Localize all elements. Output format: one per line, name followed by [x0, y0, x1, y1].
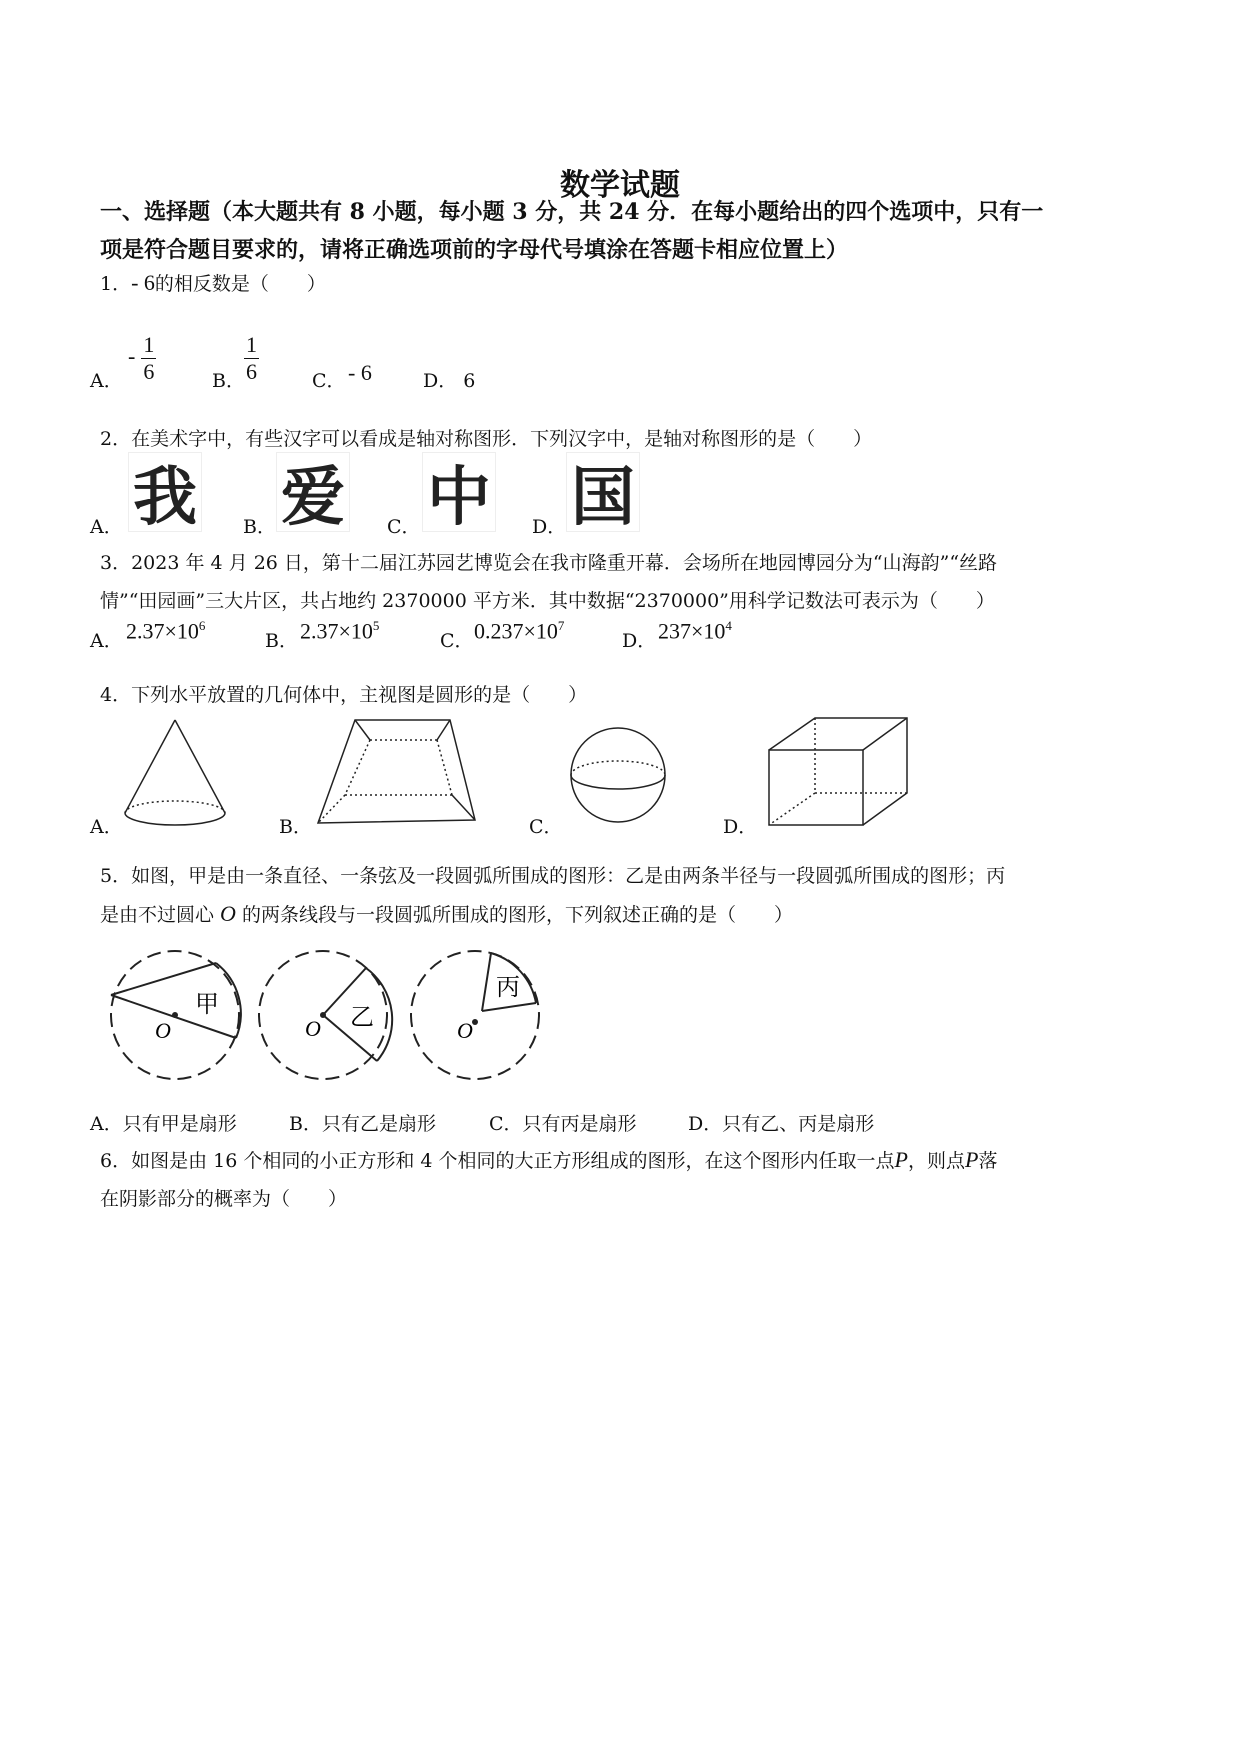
cuboid-figure: [769, 718, 907, 825]
question-2-options: [90, 452, 1130, 538]
option-b-value: [300, 618, 379, 644]
option-b[interactable]: B．只有乙是扇形: [289, 1113, 436, 1135]
sphere-figure: [571, 728, 665, 822]
option-d-value: [658, 618, 732, 644]
label-yi: 乙: [350, 1003, 374, 1031]
option-c[interactable]: C．只有丙是扇形: [489, 1113, 637, 1135]
point-p: P: [964, 1147, 979, 1172]
sci-base: 237×10: [658, 618, 726, 644]
text: 是由不过圆心: [100, 904, 221, 926]
fraction: [244, 332, 259, 385]
point-p: P: [894, 1147, 908, 1172]
char-image-guo: 国: [566, 452, 640, 532]
option-c[interactable]: C．: [529, 816, 563, 838]
option-b[interactable]: B．: [279, 816, 312, 838]
option-d[interactable]: [423, 366, 475, 393]
option-b[interactable]: B．: [265, 630, 298, 652]
option-b[interactable]: [212, 366, 245, 393]
option-d-value: 6: [463, 370, 476, 392]
question-3-options: [90, 614, 1130, 654]
sci-base: 0.237×10: [474, 618, 558, 644]
question-5-options: [90, 1109, 1130, 1139]
option-a-value: [126, 618, 205, 644]
question-text: 的相反数是（ ）: [154, 273, 326, 295]
frustum-figure: [318, 720, 475, 823]
question-3-line1: 3．2023 年 4 月 26 日，第十二届江苏园艺博览会在我市隆重开幕．会场所在地园博园分为“山海韵”“丝路: [100, 552, 998, 574]
sci-exponent: 6: [198, 618, 206, 633]
question-number: 1．: [100, 273, 132, 295]
option-c[interactable]: C．: [440, 630, 474, 652]
char-image-wo: 我: [128, 452, 202, 532]
sci-exponent: 7: [557, 618, 565, 633]
question-5-stem: [100, 857, 1140, 934]
option-c-value: [474, 618, 564, 644]
question-3-line2: 情”“田园画”三大片区，共占地约 2370000 平方米．其中数据“2370000”用科学记数法可表示为（ ）: [100, 590, 995, 612]
question-5-line2: [100, 895, 1140, 934]
center-o: O: [220, 901, 236, 926]
option-a[interactable]: A．: [90, 516, 123, 538]
sci-exponent: 5: [372, 618, 380, 633]
label-o-2: O: [305, 1016, 321, 1041]
section-header-line2: 项是符合题目要求的，请将正确选项前的字母代号填涂在答题卡相应位置上）: [100, 237, 849, 263]
question-6-line2: 在阴影部分的概率为（ ）: [100, 1188, 348, 1210]
char-image-zhong: 中: [422, 452, 496, 532]
option-label: A．: [90, 370, 123, 392]
cone-figure: [125, 720, 225, 825]
option-d[interactable]: D．只有乙、丙是扇形: [688, 1113, 875, 1135]
fraction: [141, 332, 156, 385]
option-a[interactable]: [90, 366, 123, 393]
option-label: C．: [312, 370, 346, 392]
option-c[interactable]: [312, 366, 346, 393]
numerator: 1: [246, 332, 257, 357]
option-label: B．: [212, 370, 245, 392]
circles-figure: [0, 935, 1240, 1095]
denominator: 6: [143, 359, 155, 384]
text: 的两条线段与一段圆弧所围成的图形，下列叙述正确的是（ ）: [235, 904, 793, 926]
option-a[interactable]: A．只有甲是扇形: [90, 1113, 237, 1135]
question-4-stem: 4．下列水平放置的几何体中，主视图是圆形的是（ ）: [100, 684, 588, 706]
question-6-stem: [100, 1141, 1140, 1218]
option-b-value: [244, 332, 259, 385]
section-header-line1: 一、选择题（本大题共有 8 小题，每小题 3 分，共 24 分．在每小题给出的四个选项中，只有一: [100, 199, 1044, 225]
text: 落: [978, 1150, 998, 1172]
char-image-ai: 爱: [276, 452, 350, 532]
question-5-line1: 5．如图，甲是由一条直径、一条弦及一段圆弧所围成的图形：乙是由两条半径与一段圆弧所围成的图形；丙: [100, 865, 1006, 887]
option-d[interactable]: D．: [532, 516, 567, 538]
question-2-stem: 2．在美术字中，有些汉字可以看成是轴对称图形．下列汉字中，是轴对称图形的是（ ）: [100, 428, 873, 450]
text: 6．如图是由 16 个相同的小正方形和 4 个相同的大正方形组成的图形，在这个图形内任取一点: [100, 1150, 895, 1172]
option-a-value: [128, 332, 156, 385]
minus-sign: -: [128, 343, 136, 369]
label-o-3: O: [457, 1018, 473, 1043]
label-bing: 丙: [496, 973, 520, 1001]
sci-base: 2.37×10: [126, 618, 199, 644]
solids-figure: [0, 700, 1240, 840]
label-jia: 甲: [195, 990, 219, 1018]
page-title: 数学试题: [560, 168, 680, 203]
question-3-stem: [100, 544, 1140, 620]
numerator: 1: [143, 332, 155, 357]
option-c-value: - 6: [348, 360, 372, 385]
sci-base: 2.37×10: [300, 618, 373, 644]
section-header: [100, 193, 1150, 269]
option-label: D．: [423, 370, 458, 392]
option-a[interactable]: A．: [90, 816, 123, 838]
option-b[interactable]: B．: [243, 516, 276, 538]
question-6-line1: [100, 1141, 1140, 1180]
option-a[interactable]: A．: [90, 630, 123, 652]
label-o-1: O: [155, 1018, 171, 1043]
math-value: - 6: [131, 270, 155, 295]
denominator: 6: [246, 359, 257, 384]
question-1-options: [90, 328, 1130, 398]
question-1-stem: [100, 264, 1140, 303]
option-c[interactable]: C．: [387, 516, 421, 538]
text: ，则点: [907, 1150, 965, 1172]
option-d[interactable]: D．: [723, 816, 758, 838]
sci-exponent: 4: [725, 618, 732, 633]
option-d[interactable]: D．: [622, 630, 657, 652]
